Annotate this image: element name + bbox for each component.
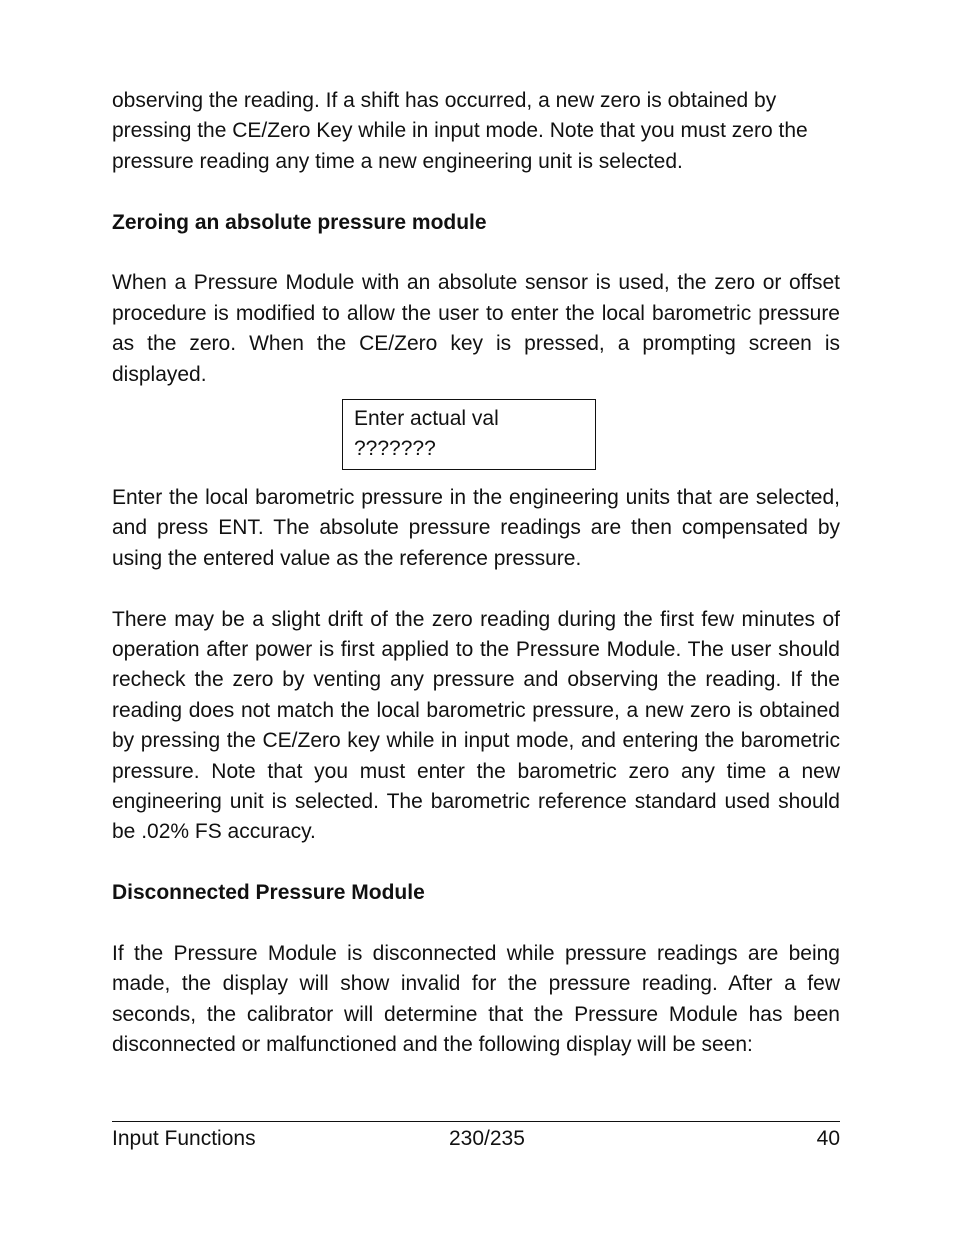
paragraph-drift: There may be a slight drift of the zero reading during the first few minutes of operation after power is first applied to the Pressure Module. The user should recheck the zero by venting any pressure and observing the reading. If the reading does not match the local barometric pressure, a new zero is obtained by pressing the CE/Zero key while in input mode, and entering the barometric pressure. Note that you must enter the barometric zero any time a new engineering unit is selected. The barometric reference standard used should be .02% FS accuracy. [112,607,840,844]
paragraph-absolute-sensor: When a Pressure Module with an absolute sensor is used, the zero or offset procedure is modified to allow the user to enter the local barometric pressure as the zero. When the CE/Zero key is pressed, a prompting screen is displayed. [112,271,840,386]
footer-page-number: 40 [816,1127,840,1150]
paragraph-disconnected: If the Pressure Module is disconnected while pressure readings are being made, the display will show invalid for the pressure reading. After a few seconds, the calibrator will determine that the Pressure Module has been disconnected or malfunctioned and the following display will be seen: [112,942,840,1057]
page-body-lower [112,483,840,1061]
page-body [112,86,840,390]
display-prompt-line1: Enter actual val [354,407,499,430]
footer-section: Input Functions [112,1127,256,1150]
display-prompt-box [342,399,596,470]
footer-model: 230/235 [449,1127,525,1150]
paragraph-continuation: observing the reading. If a shift has occurred, a new zero is obtained by pressing the CE/Zero Key while in input mode. Note that you must zero the pressure reading any time a new engineering unit is selected. [112,89,808,173]
heading-zeroing-absolute: Zeroing an absolute pressure module [112,210,487,234]
display-prompt-line2: ??????? [354,437,436,461]
paragraph-enter-barometric: Enter the local barometric pressure in the engineering units that are selected, and press ENT. The absolute pressure readings are then compensated by using the entered value as the reference pressure. [112,486,840,570]
page-footer [112,1121,840,1150]
heading-disconnected: Disconnected Pressure Module [112,881,425,905]
